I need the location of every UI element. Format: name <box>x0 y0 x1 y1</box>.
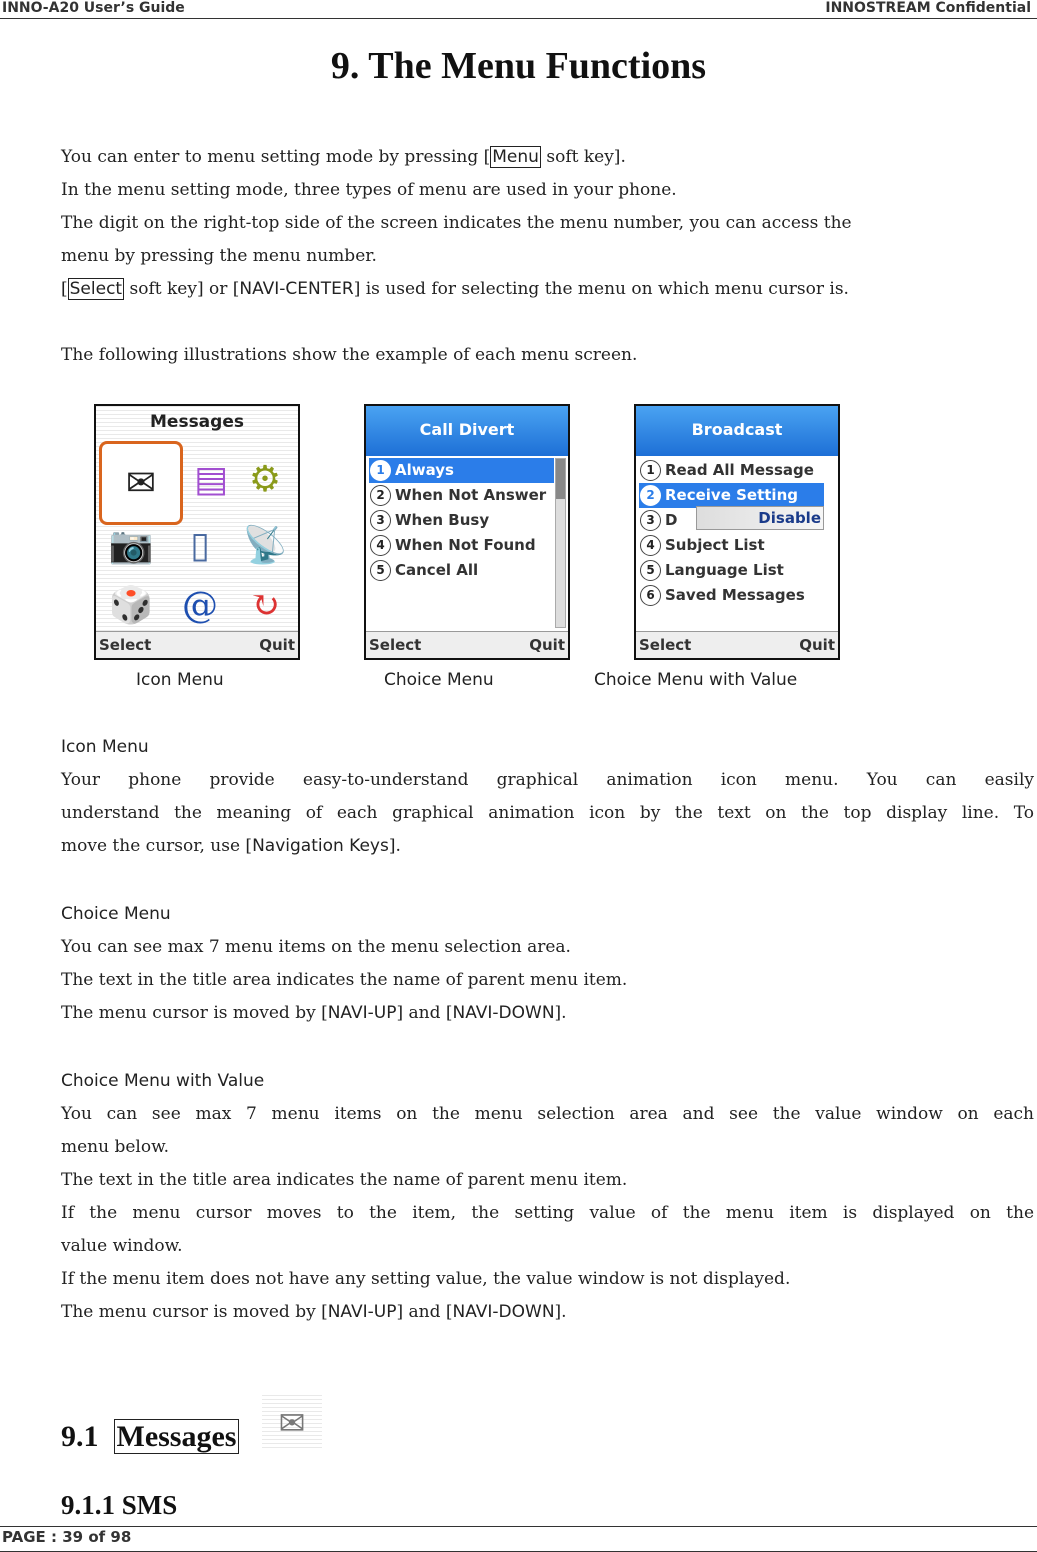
icon-menu-screen <box>94 404 300 660</box>
value-menu-line-7: The menu cursor is moved by [NAVI-UP] and [NAVI-DOWN]. <box>61 1302 567 1322</box>
envelope-icon: ✉ <box>99 441 183 525</box>
gear-icon: ⚙ <box>248 458 282 500</box>
softkey-quit: Quit <box>259 636 295 654</box>
list-item: 5 Cancel All <box>369 558 554 583</box>
choice-menu-list <box>369 458 554 583</box>
header-confidential: INNOSTREAM Confidential <box>825 0 1031 16</box>
pda-icon: ▯ <box>190 524 210 566</box>
list-item: 2 When Not Answer <box>369 483 554 508</box>
choice-menu-line-2: The text in the title area indicates the name of parent menu item. <box>61 970 628 990</box>
softkey-select: Select <box>369 636 422 654</box>
intro-line-6: The following illustrations show the example of each menu screen. <box>61 345 638 365</box>
list-item: 4 When Not Found <box>369 533 554 558</box>
value-menu-title: Broadcast <box>691 420 783 439</box>
menu-key-label: Menu <box>492 147 539 167</box>
camera-icon: 📷 <box>108 525 154 566</box>
envelope-icon: ✉ <box>262 1395 322 1451</box>
intro-line-1: You can enter to menu setting mode by pressing [ Menu soft key]. <box>61 147 626 167</box>
intro-line-2: In the menu setting mode, three types of menu are used in your phone. <box>61 180 677 200</box>
page-footer <box>0 1526 1037 1552</box>
softkey-quit: Quit <box>529 636 565 654</box>
page-header <box>0 0 1037 19</box>
softkey-select: Select <box>639 636 692 654</box>
value-menu-paragraph-1: You can see max 7 menu items on the menu selection area and see the value window on each menu below. <box>61 1104 1034 1157</box>
softkey-select: Select <box>99 636 152 654</box>
softkey-quit: Quit <box>799 636 835 654</box>
intro-line-5: [ Select soft key] or [NAVI-CENTER] is used for selecting the menu on which menu cursor is. <box>61 279 849 299</box>
choice-menu-screen <box>364 404 570 660</box>
icon-menu-title: Messages <box>150 412 244 432</box>
value-window: Disable <box>696 506 824 530</box>
antenna-icon: 📡 <box>242 525 288 566</box>
list-item: 4 Subject List <box>639 533 824 558</box>
value-menu-screen <box>634 404 840 660</box>
choice-menu-line-3: The menu cursor is moved by [NAVI-UP] and [NAVI-DOWN]. <box>61 1003 567 1023</box>
value-menu-heading: Choice Menu with Value <box>61 1071 265 1091</box>
list-item: 3 When Busy <box>369 508 554 533</box>
list-item: 5 Language List <box>639 558 824 583</box>
intro-line-3: The digit on the right-top side of the screen indicates the menu number, you can access the <box>61 213 852 233</box>
list-item: 3 D <box>639 508 824 533</box>
header-doc-title: INNO-A20 User’s Guide <box>2 0 185 16</box>
notebook-icon: ▤ <box>193 458 228 500</box>
list-item: 6 Saved Messages <box>639 583 824 608</box>
value-menu-line-3: The text in the title area indicates the name of parent menu item. <box>61 1170 628 1190</box>
value-menu-list <box>639 458 824 608</box>
dice-icon: 🎲 <box>108 585 154 626</box>
section-heading: 9.1 Messages <box>61 1420 239 1454</box>
icon-menu-paragraph: Your phone provide easy-to-understand graphical animation icon menu. You can easily understand the meaning of each graphical animation icon by the text on the top display line. To move the cursor, use [Navigation Keys]. <box>61 770 1034 856</box>
scrollbar <box>555 458 566 628</box>
page-number: PAGE : 39 of 98 <box>2 1528 132 1546</box>
select-key-label: Select <box>69 279 123 299</box>
icon-menu-softkeys <box>96 631 298 658</box>
value-menu-paragraph-2: If the menu cursor moves to the item, the setting value of the menu item is displayed on the value window. <box>61 1203 1034 1256</box>
choice-menu-softkeys <box>366 631 568 658</box>
list-item: 2 Receive Setting <box>639 483 824 508</box>
caption-choice-menu: Choice Menu <box>384 670 494 690</box>
subsection-heading: 9.1.1 SMS <box>61 1490 178 1520</box>
caption-icon-menu: Icon Menu <box>136 670 224 690</box>
caption-value-menu: Choice Menu with Value <box>594 670 798 690</box>
sim-card-icon: ↻ <box>249 584 281 626</box>
globe-at-icon: @ <box>182 584 218 626</box>
choice-menu-heading: Choice Menu <box>61 904 171 924</box>
value-menu-softkeys <box>636 631 838 658</box>
list-item: 1 Always <box>369 458 554 483</box>
choice-menu-title: Call Divert <box>419 420 515 439</box>
page-title: 9. The Menu Functions <box>330 45 707 87</box>
icon-menu-heading: Icon Menu <box>61 737 149 757</box>
intro-line-4: menu by pressing the menu number. <box>61 246 377 266</box>
value-menu-line-6: If the menu item does not have any setting value, the value window is not displayed. <box>61 1269 791 1289</box>
choice-menu-line-1: You can see max 7 menu items on the menu selection area. <box>61 937 571 957</box>
list-item: 1 Read All Message <box>639 458 824 483</box>
